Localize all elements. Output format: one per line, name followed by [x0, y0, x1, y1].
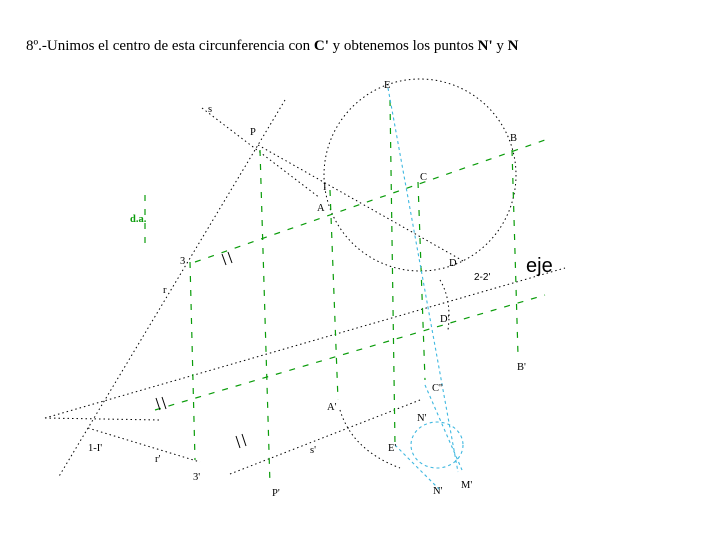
green-vert-e: [390, 100, 395, 445]
caption-n: N: [507, 38, 519, 54]
caption-n-double-prime: N': [477, 38, 493, 54]
line-r: [58, 100, 285, 478]
label-c: C: [420, 172, 428, 183]
label-p: P: [250, 127, 256, 138]
label-b-prime: B': [517, 362, 526, 373]
label-da: d.a.: [130, 214, 147, 225]
label-s: s: [208, 104, 213, 115]
label-s-prime: s': [310, 445, 316, 456]
label-3-prime: 3': [193, 472, 201, 483]
line-hinge: [45, 268, 565, 418]
label-c-double-prime: C'': [432, 383, 443, 394]
label-b: B: [510, 133, 518, 144]
label-r-prime: r': [155, 454, 161, 465]
tick-mark-4: [162, 397, 166, 409]
label-r: r: [163, 285, 167, 296]
label-eje: eje: [526, 255, 553, 277]
tick-mark-5: [236, 436, 240, 448]
label-n-prime-low: N': [433, 486, 443, 497]
caption-conj: y: [492, 38, 508, 54]
label-m-prime: M': [461, 480, 473, 491]
line-s-prime: [230, 400, 420, 474]
tick-mark-1: [222, 254, 226, 265]
green-vert-3: [190, 262, 195, 460]
label-i: I: [323, 182, 327, 193]
cyan-ellipse: [411, 422, 463, 468]
arc-a-prime: [340, 410, 400, 468]
label-1-i-prime: 1-I': [88, 443, 103, 454]
label-e-prime: E': [388, 443, 397, 454]
label-e: E: [384, 80, 391, 91]
line-s: [202, 108, 320, 198]
label-d: D: [449, 258, 457, 269]
line-p-d: [258, 145, 465, 262]
label-p-prime: P': [272, 488, 280, 499]
cyan-line-c-m: [425, 385, 462, 470]
label-a-prime: A': [327, 402, 337, 413]
caption-lead: 8º.-Unimos el centro de esta circunferencia con: [26, 38, 314, 54]
green-vert-b: [512, 150, 518, 355]
label-n-prime: N': [417, 413, 427, 424]
label-2-2: 2-2': [474, 272, 491, 283]
label-a: A: [317, 203, 325, 214]
green-vert-a: [330, 190, 338, 400]
label-3: 3: [180, 256, 186, 267]
green-vert-p: [260, 150, 270, 485]
label-d-prime: D': [440, 314, 450, 325]
caption-middle: y obtenemos los puntos: [328, 38, 478, 54]
green-vert-c: [418, 182, 425, 380]
green-line-lower: [155, 295, 545, 410]
caption-c-prime: C': [313, 38, 329, 54]
line-r-prime: [88, 428, 200, 462]
tick-mark-2: [228, 252, 232, 263]
tick-mark-6: [242, 434, 246, 446]
tick-mark-3: [156, 398, 160, 410]
line-near-origin: [45, 418, 160, 420]
green-line-upper: [195, 140, 545, 262]
